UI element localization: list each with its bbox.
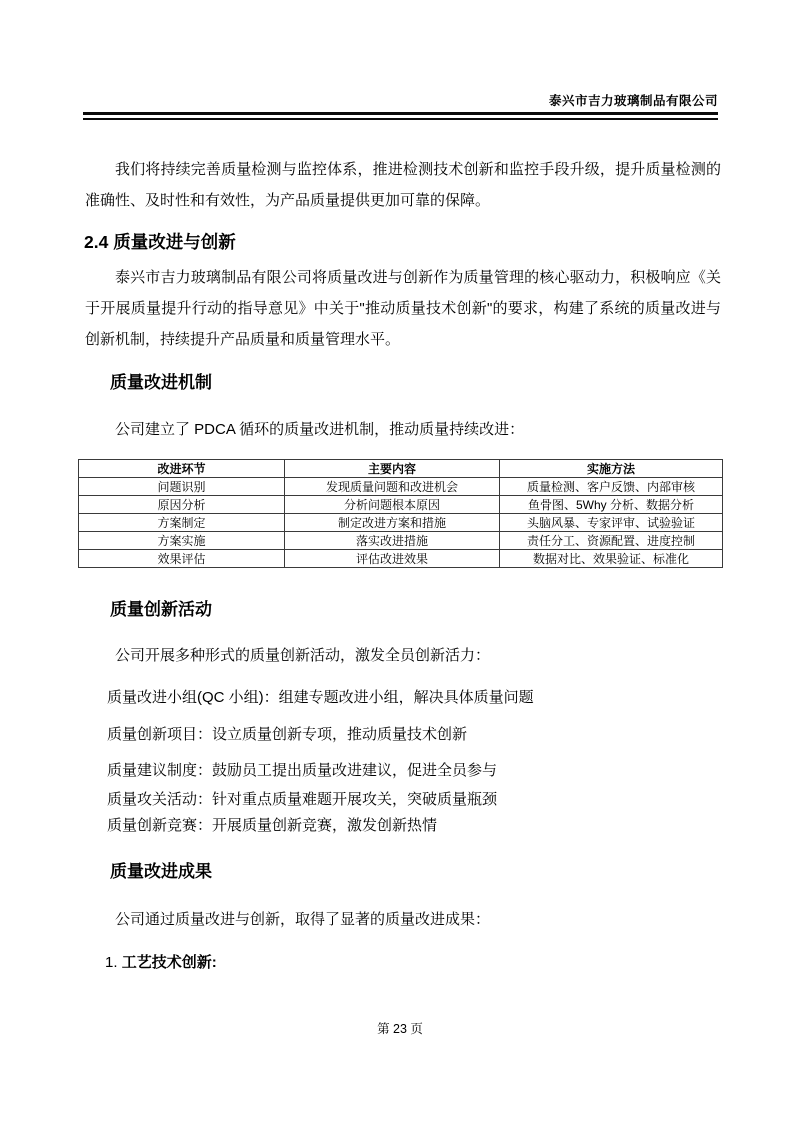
table-header-cell: 改进环节 — [79, 460, 285, 478]
table-cell: 效果评估 — [79, 550, 285, 568]
table-cell: 落实改进措施 — [285, 532, 500, 550]
table-cell: 发现质量问题和改进机会 — [285, 478, 500, 496]
table-header-cell: 实施方法 — [500, 460, 723, 478]
table-row — [79, 496, 723, 514]
footer-page-number: 第 23 页 — [377, 1022, 423, 1036]
numbered-item-suffix: : — [211, 954, 217, 971]
numbered-item-process-innovation — [105, 947, 217, 978]
activity-item-suggestion-system: 质量建议制度：鼓励员工提出质量改进建议，促进全员参与 — [107, 762, 498, 779]
table-cell: 头脑风暴、专家评审、试验验证 — [500, 514, 723, 532]
table-row — [79, 514, 723, 532]
pdca-lead-paragraph: 公司建立了 PDCA 循环的质量改进机制，推动质量持续改进： — [115, 421, 525, 438]
table-header-cell: 主要内容 — [285, 460, 500, 478]
pdca-improvement-table — [78, 459, 723, 568]
subheading-improvement-results: 质量改进成果 — [110, 862, 212, 881]
table-cell: 方案实施 — [79, 532, 285, 550]
header-company-name: 泰兴市吉力玻璃制品有限公司 — [548, 94, 718, 108]
table-cell: 数据对比、效果验证、标准化 — [500, 550, 723, 568]
table-cell: 质量检测、客户反馈、内部审核 — [500, 478, 723, 496]
table-cell: 原因分析 — [79, 496, 285, 514]
table-cell: 制定改进方案和措施 — [285, 514, 500, 532]
table-cell: 鱼骨图、5Why 分析、数据分析 — [500, 496, 723, 514]
header-rule-divider — [83, 112, 718, 120]
intro-paragraph: 我们将持续完善质量检测与监控体系，推进检测技术创新和监控手段升级，提升质量检测的准确性、及时性和有效性，为产品质量提供更加可靠的保障。 — [85, 161, 721, 209]
table-row — [79, 532, 723, 550]
section-lead-paragraph: 泰兴市吉力玻璃制品有限公司将质量改进与创新作为质量管理的核心驱动力，积极响应《关于开展质量提升行动的指导意见》中关于"推动质量技术创新"的要求，构建了系统的质量改进与创新机制，持续提升产品质量和质量管理水平。 — [85, 269, 721, 348]
table-cell: 评估改进效果 — [285, 550, 500, 568]
section-heading: 2.4 质量改进与创新 — [84, 232, 236, 252]
subheading-innovation-activities: 质量创新活动 — [110, 600, 212, 619]
table-row — [79, 550, 723, 568]
table-cell: 分析问题根本原因 — [285, 496, 500, 514]
innovation-lead-paragraph: 公司开展多种形式的质量创新活动，激发全员创新活力： — [115, 647, 491, 664]
numbered-item-number: 1. — [105, 954, 122, 971]
activity-item-qc-group: 质量改进小组(QC 小组)：组建专题改进小组，解决具体质量问题 — [107, 689, 534, 706]
table-row — [79, 478, 723, 496]
numbered-item-label: 工艺技术创新 — [121, 954, 212, 971]
activity-item-innovation-contest: 质量创新竞赛：开展质量创新竞赛，激发创新热情 — [107, 817, 438, 834]
results-lead-paragraph: 公司通过质量改进与创新，取得了显著的质量改进成果： — [115, 911, 491, 928]
activity-item-tackling-activity: 质量攻关活动：针对重点质量难题开展攻关，突破质量瓶颈 — [107, 791, 498, 808]
table-cell: 问题识别 — [79, 478, 285, 496]
table-header-row — [79, 460, 723, 478]
subheading-improvement-mechanism: 质量改进机制 — [110, 373, 212, 392]
activity-item-innovation-project: 质量创新项目：设立质量创新专项，推动质量技术创新 — [107, 726, 468, 743]
table-cell: 方案制定 — [79, 514, 285, 532]
table-cell: 责任分工、资源配置、进度控制 — [500, 532, 723, 550]
